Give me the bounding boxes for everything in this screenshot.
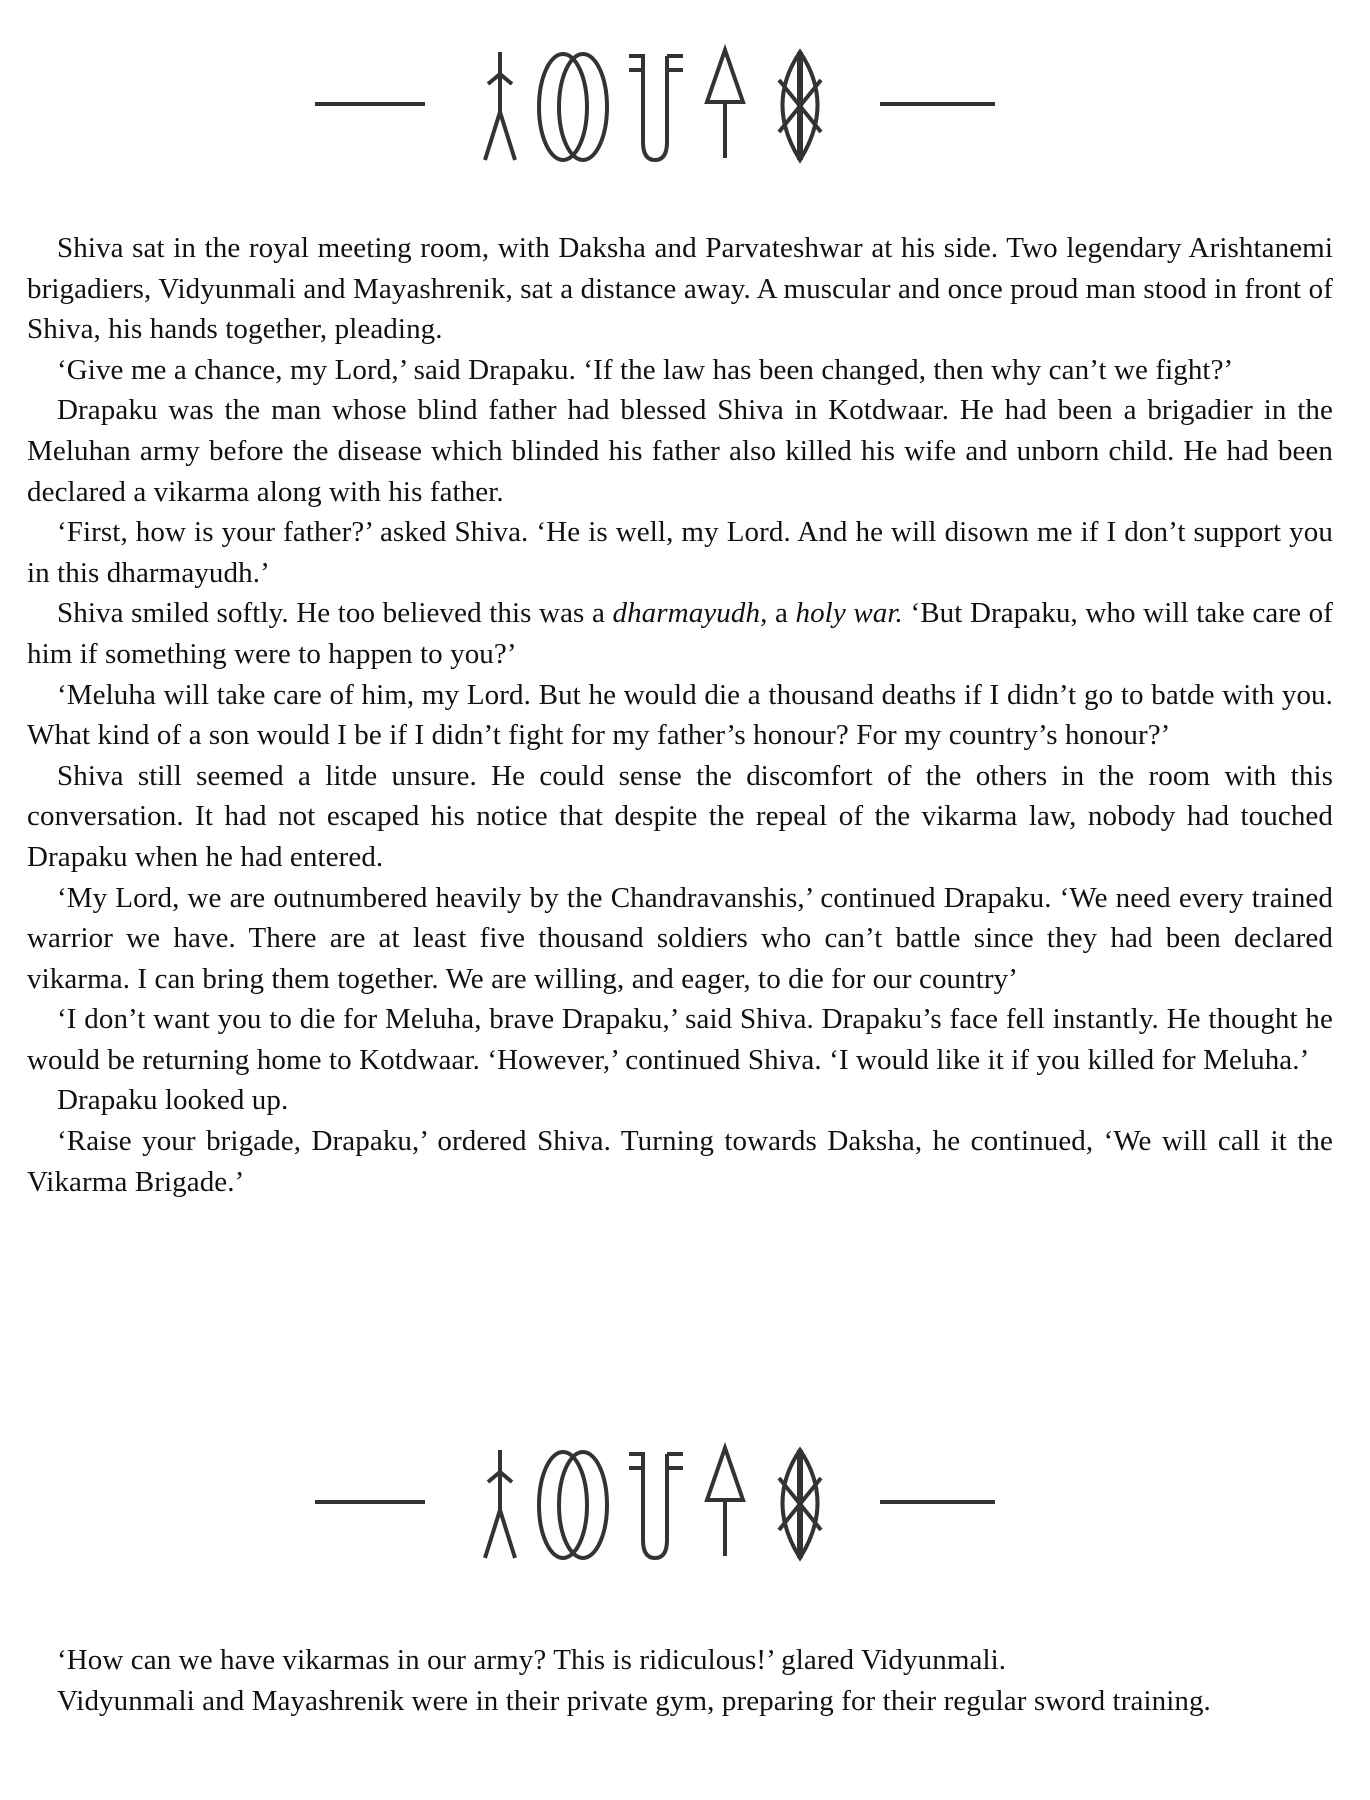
chapter-section-2 [27, 1640, 1333, 1721]
paragraph: ‘How can we have vikarmas in our army? This is ridiculous!’ glared Vidyunmali. [57, 1644, 1007, 1676]
section-break-ornament-top [0, 42, 1370, 182]
wheel-icon [779, 1450, 821, 1558]
italic-term: dharmayudh, [612, 597, 768, 630]
italic-term: holy war. [795, 597, 903, 630]
paragraph [27, 593, 1333, 674]
paragraph: ‘First, how is your father?’ asked Shiva. ‘He is well, my Lord. And he will disown me if I don’t support you in this dharmayudh.’ [27, 516, 1333, 589]
paragraph: ‘Give me a chance, my Lord,’ said Drapaku. ‘If the law has been changed, then why can’t we fight?’ [57, 353, 1234, 386]
ornament-glyphs [305, 1440, 1065, 1570]
paragraph: Drapaku looked up. [57, 1084, 289, 1117]
text-span: Shiva smiled softly. He too believed this was a [57, 597, 613, 630]
paragraph: Shiva sat in the royal meeting room, with Daksha and Parvateshwar at his side. Two legendary Arishtanemi brigadiers, Vidyunmali and Mayashrenik, sat a distance away. A muscular and once proud man stood in front of Shiva, his hands together, pleading. [27, 232, 1333, 346]
paragraph: ‘Raise your brigade, Drapaku,’ ordered Shiva. Turning towards Daksha, he continued, ‘We will call it the Vikarma Brigade.’ [27, 1125, 1333, 1198]
paragraph: ‘My Lord, we are outnumbered heavily by the Chandravanshis,’ continued Drapaku. ‘We need every trained warrior we have. There are at least five thousand soldiers who can’t battle since they had been declared vikarma. I can bring them together. We are willing, and eager, to die for our country’ [27, 881, 1333, 995]
interlocked-ovals-icon [539, 1452, 607, 1558]
paragraph: ‘Meluha will take care of him, my Lord. But he would die a thousand deaths if I didn’t go to batde with you. What kind of a son would I be if I didn’t fight for my father’s honour? For my country’s honour?’ [27, 678, 1333, 752]
text-span: a [767, 597, 796, 630]
u-trident-icon [629, 1454, 683, 1558]
wheel-icon [779, 52, 821, 160]
section-break-ornament-bottom [0, 1440, 1370, 1580]
arrow-up-icon [707, 1448, 743, 1556]
ornament-glyphs [305, 42, 1065, 172]
interlocked-ovals-icon [539, 54, 607, 160]
stick-figure-icon [485, 1450, 515, 1558]
text-span: ‘But Drapaku, who will take care of him if something were to happen to you?’ [27, 597, 1333, 670]
paragraph: Shiva still seemed a litde unsure. He could sense the discomfort of the others in the room with this conversation. It had not escaped his notice that despite the repeal of the vikarma law, nobody had touched Drapaku when he had entered. [27, 759, 1333, 873]
chapter-section-1 [27, 228, 1333, 1202]
paragraph: ‘I don’t want you to die for Meluha, brave Drapaku,’ said Shiva. Drapaku’s face fell instantly. He thought he would be returning home to Kotdwaar. ‘However,’ continued Shiva. ‘I would like it if you killed for Meluha.’ [27, 1003, 1333, 1076]
paragraph: Vidyunmali and Mayashrenik were in their private gym, preparing for their regular sword training. [57, 1684, 1211, 1717]
u-trident-icon [629, 56, 683, 160]
arrow-up-icon [707, 50, 743, 158]
stick-figure-icon [485, 52, 515, 160]
paragraph: Drapaku was the man whose blind father had blessed Shiva in Kotdwaar. He had been a brigadier in the Meluhan army before the disease which blinded his father also killed his wife and unborn child. He had been declared a vikarma along with his father. [27, 394, 1333, 508]
